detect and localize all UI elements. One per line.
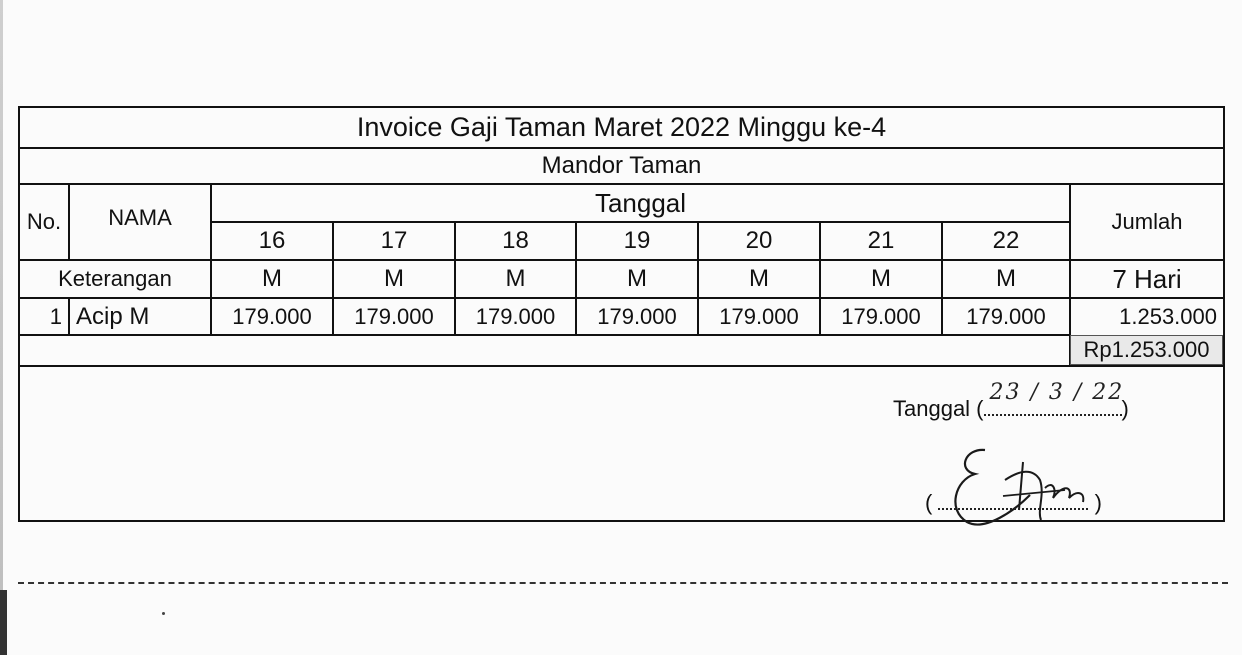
invoice-title: Invoice Gaji Taman Maret 2022 Minggu ke-4 [356, 112, 887, 142]
header-nama: NAMA [108, 205, 172, 230]
scan-edge-shadow [0, 590, 7, 655]
cut-line [18, 582, 1228, 584]
date-cell: 20 [745, 227, 773, 254]
sign-close: ) [1094, 490, 1102, 515]
scan-edge [0, 0, 3, 655]
invoice-subtitle: Mandor Taman [541, 152, 702, 179]
divider [20, 365, 1223, 367]
amount-cell: 179.000 [354, 303, 434, 329]
status-cell: M [627, 265, 647, 292]
status-cell: M [384, 265, 404, 292]
sign-dotted-line [938, 498, 1088, 510]
row-name: Acip M [76, 302, 150, 330]
signature-date [893, 380, 1129, 422]
amount-cell: 179.000 [719, 303, 799, 329]
date-cell: 16 [258, 227, 286, 254]
handwritten-date: 23 / 3 / 22 [989, 380, 1125, 405]
status-cell: M [749, 265, 769, 292]
scan-speck [162, 612, 165, 615]
row-no: 1 [49, 303, 62, 329]
date-cell: 18 [502, 227, 529, 254]
header-jumlah: Jumlah [1111, 209, 1183, 234]
date-label: Tanggal ( [893, 396, 984, 421]
status-cell: M [996, 265, 1016, 292]
days-total: 7 Hari [1112, 263, 1182, 294]
date-cell: 17 [380, 227, 408, 254]
row-total: 1.253.000 [1119, 303, 1217, 329]
amount-cell: 179.000 [597, 303, 677, 329]
date-dotted-line [984, 380, 1125, 416]
sign-open: ( [925, 490, 933, 515]
signature-scribble [945, 440, 1105, 535]
header-no: No. [26, 209, 62, 234]
amount-cell: 179.000 [232, 303, 312, 329]
date-close: ) [1121, 396, 1129, 421]
header-tanggal: Tanggal [594, 187, 687, 218]
status-cell: M [871, 265, 891, 292]
date-cell: 19 [623, 227, 651, 254]
signature-line [925, 490, 1102, 516]
divider [20, 334, 1069, 336]
status-cell: M [262, 265, 282, 292]
date-cell: 22 [992, 227, 1020, 254]
date-cell: 21 [867, 227, 895, 254]
status-cell: M [505, 265, 526, 292]
amount-cell: 179.000 [841, 303, 921, 329]
label-keterangan: Keterangan [58, 266, 172, 291]
amount-cell: 179.000 [966, 303, 1046, 329]
amount-cell: 179.000 [475, 303, 556, 329]
grand-total: Rp1.253.000 [1070, 335, 1223, 365]
